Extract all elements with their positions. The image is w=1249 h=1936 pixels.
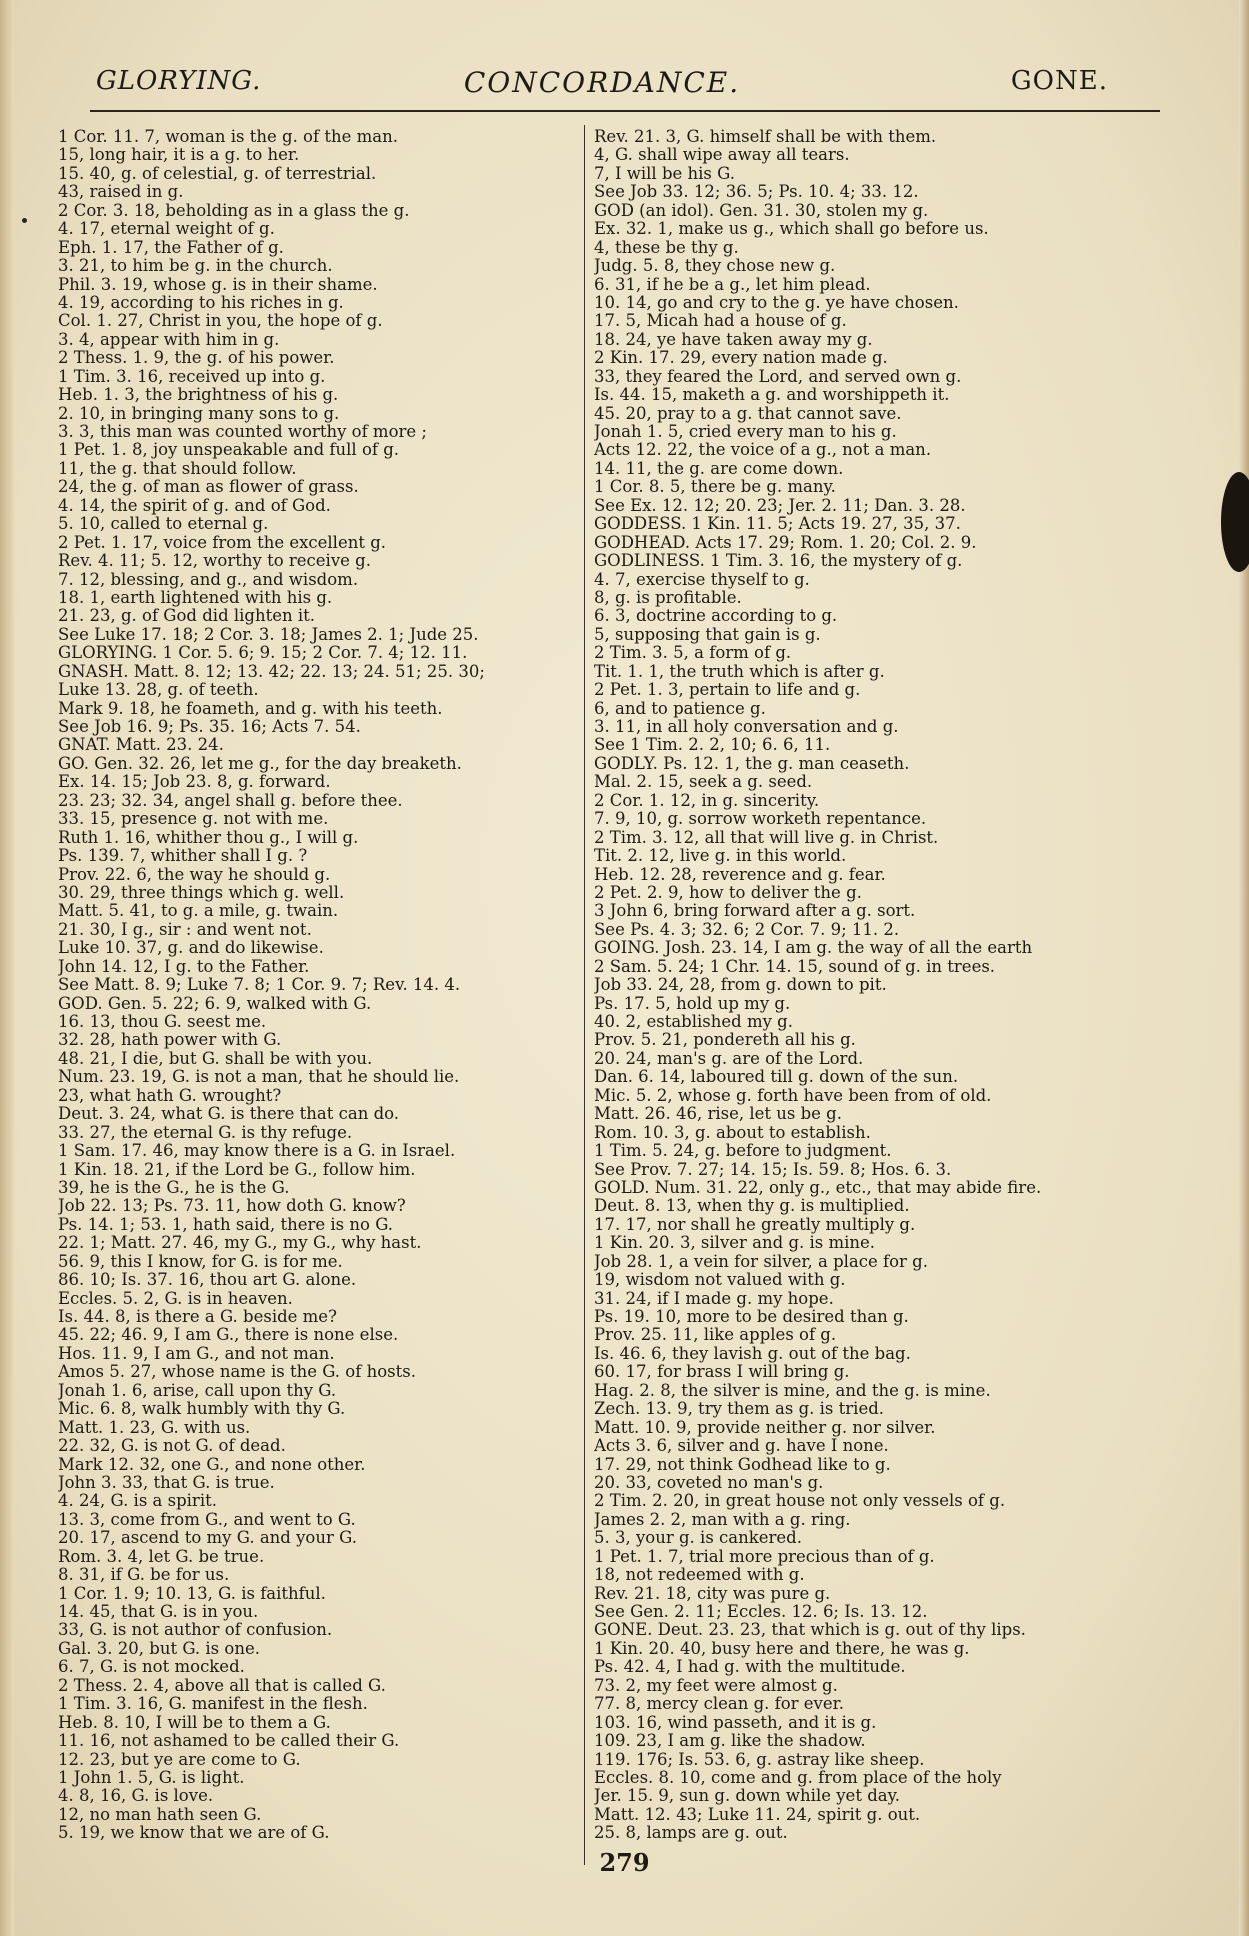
concordance-line: Heb. 12. 28, reverence and g. fear. [594, 864, 886, 884]
concordance-line: 2 Tim. 2. 20, in great house not only vessels of g. [594, 1491, 1006, 1511]
concordance-line: Ruth 1. 16, whither thou g., I will g. [58, 827, 359, 847]
concordance-line: 4. 17, eternal weight of g. [58, 219, 275, 239]
concordance-line: 40. 2, established my g. [594, 1012, 793, 1031]
concordance-line: Gal. 3. 20, but G. is one. [58, 1638, 260, 1658]
concordance-line: 1 Kin. 20. 40, busy here and there, he was g. [594, 1638, 970, 1658]
header-right-guideword: GONE. [1010, 66, 1108, 96]
concordance-line: 7. 9, 10, g. sorrow worketh repentance. [594, 809, 927, 829]
concordance-line: 33, they feared the Lord, and served own g. [594, 366, 962, 386]
right-column [594, 128, 1114, 1843]
concordance-line: See Job 16. 9; Ps. 35. 16; Acts 7. 54. [58, 717, 361, 736]
concordance-line: Judg. 5. 8, they chose new g. [594, 256, 836, 276]
concordance-line: Is. 44. 15, maketh a g. and worshippeth it. [594, 385, 950, 405]
column-divider [584, 125, 585, 1865]
concordance-line: See Prov. 7. 27; 14. 15; Is. 59. 8; Hos. 6. 3. [594, 1159, 952, 1179]
concordance-line: Rev. 21. 18, city was pure g. [594, 1583, 831, 1603]
concordance-line: Eph. 1. 17, the Father of g. [58, 237, 284, 257]
concordance-line: John 3. 33, that G. is true. [58, 1472, 275, 1492]
concordance-line: 14. 45, that G. is in you. [58, 1602, 259, 1621]
concordance-line: 1 Tim. 3. 16, received up into g. [58, 366, 326, 386]
concordance-line: 31. 24, if I made g. my hope. [594, 1288, 834, 1308]
concordance-line: 33. 15, presence g. not with me. [58, 809, 329, 829]
concordance-line: Prov. 25. 11, like apples of g. [594, 1325, 837, 1345]
concordance-line: Job 28. 1, a vein for silver, a place for g. [594, 1251, 928, 1271]
concordance-line: Is. 44. 8, is there a G. beside me? [58, 1307, 337, 1326]
concordance-line: 17. 17, nor shall he greatly multiply g. [594, 1214, 916, 1234]
concordance-line: 23, what hath G. wrought? [58, 1085, 282, 1105]
concordance-line: 12, no man hath seen G. [58, 1804, 262, 1824]
concordance-line: Hos. 11. 9, I am G., and not man. [58, 1343, 335, 1363]
concordance-line: 30. 29, three things which g. well. [58, 882, 345, 902]
concordance-line: GODLY. Ps. 12. 1, the g. man ceaseth. [594, 753, 910, 773]
ink-dot [22, 218, 27, 223]
concordance-line: Matt. 5. 41, to g. a mile, g. twain. [58, 901, 339, 921]
concordance-line: 1 Tim. 5. 24, g. before to judgment. [594, 1141, 892, 1161]
concordance-line: 109. 23, I am g. like the shadow. [594, 1731, 866, 1751]
concordance-line: 1 Tim. 3. 16, G. manifest in the flesh. [58, 1694, 368, 1714]
concordance-line: 3. 4, appear with him in g. [58, 329, 280, 349]
concordance-line: 3. 3, this man was counted worthy of more ; [58, 422, 427, 441]
concordance-line: Zech. 13. 9, try them as g. is tried. [594, 1399, 885, 1419]
concordance-line: Luke 13. 28, g. of teeth. [58, 680, 259, 700]
concordance-line: Tit. 1. 1, the truth which is after g. [594, 661, 885, 681]
concordance-line: Rev. 4. 11; 5. 12, worthy to receive g. [58, 551, 371, 571]
concordance-line: 1 Cor. 1. 9; 10. 13, G. is faithful. [58, 1583, 326, 1603]
concordance-line: 16. 13, thou G. seest me. [58, 1012, 267, 1031]
concordance-line: 86. 10; Is. 37. 16, thou art G. alone. [58, 1270, 357, 1290]
concordance-line: 15, long hair, it is a g. to her. [58, 145, 300, 165]
concordance-line: 17. 5, Micah had a house of g. [594, 311, 847, 331]
concordance-line: 2 Thess. 1. 9, the g. of his power. [58, 348, 335, 368]
concordance-line: 33, G. is not author of confusion. [58, 1620, 333, 1640]
concordance-line: 25. 8, lamps are g. out. [594, 1823, 788, 1843]
thumb-index-tab [1221, 472, 1249, 572]
concordance-line: GNASH. Matt. 8. 12; 13. 42; 22. 13; 24. 51; 25. 30; [58, 661, 485, 681]
concordance-line: GOLD. Num. 31. 22, only g., etc., that may abide fire. [594, 1177, 1042, 1197]
concordance-line: 11, the g. that should follow. [58, 458, 297, 478]
concordance-line: 2 Pet. 1. 17, voice from the excellent g. [58, 532, 387, 552]
concordance-line: Rom. 10. 3, g. about to establish. [594, 1122, 871, 1142]
concordance-line: 6. 31, if he be a g., let him plead. [594, 274, 871, 294]
concordance-line: 15. 40, g. of celestial, g. of terrestrial. [58, 163, 377, 183]
concordance-line: Ex. 32. 1, make us g., which shall go before us. [594, 219, 989, 239]
concordance-line: 2 Tim. 3. 5, a form of g. [594, 643, 792, 663]
concordance-line: 73. 2, my feet were almost g. [594, 1675, 838, 1695]
concordance-line: 77. 8, mercy clean g. for ever. [594, 1694, 844, 1714]
concordance-line: Tit. 2. 12, live g. in this world. [594, 846, 847, 866]
concordance-line: 6, and to patience g. [594, 698, 766, 718]
concordance-line: Matt. 26. 46, rise, let us be g. [594, 1104, 842, 1124]
concordance-line: Acts 3. 6, silver and g. have I none. [594, 1436, 889, 1456]
concordance-line: Num. 23. 19, G. is not a man, that he should lie. [58, 1067, 460, 1087]
running-header [96, 66, 1108, 106]
concordance-line: Mark 12. 32, one G., and none other. [58, 1454, 366, 1474]
concordance-line: 2 Thess. 2. 4, above all that is called G. [58, 1675, 386, 1695]
concordance-line: 4. 19, according to his riches in g. [58, 292, 344, 312]
concordance-line: Rev. 21. 3, G. himself shall be with them. [594, 128, 937, 146]
concordance-line: See Ps. 4. 3; 32. 6; 2 Cor. 7. 9; 11. 2. [594, 919, 900, 939]
concordance-line: GOING. Josh. 23. 14, I am g. the way of all the earth [594, 938, 1033, 958]
concordance-line: Deut. 3. 24, what G. is there that can do. [58, 1104, 400, 1124]
concordance-line: GONE. Deut. 23. 23, that which is g. out of thy lips. [594, 1620, 1026, 1640]
concordance-line: 3. 21, to him be g. in the church. [58, 256, 333, 276]
concordance-line: James 2. 2, man with a g. ring. [594, 1509, 851, 1529]
concordance-line: 11. 16, not ashamed to be called their G. [58, 1731, 400, 1751]
concordance-line: Rom. 3. 4, let G. be true. [58, 1546, 265, 1566]
concordance-line: Acts 12. 22, the voice of a g., not a man. [594, 440, 932, 460]
concordance-line: GODHEAD. Acts 17. 29; Rom. 1. 20; Col. 2. 9. [594, 532, 977, 552]
concordance-line: 1 Cor. 11. 7, woman is the g. of the man. [58, 128, 398, 146]
concordance-line: 2. 10, in bringing many sons to g. [58, 403, 340, 423]
concordance-line: Luke 10. 37, g. and do likewise. [58, 938, 324, 958]
concordance-line: See Gen. 2. 11; Eccles. 12. 6; Is. 13. 12. [594, 1602, 928, 1621]
concordance-line: 1 Kin. 20. 3, silver and g. is mine. [594, 1233, 876, 1253]
concordance-line: See Matt. 8. 9; Luke 7. 8; 1 Cor. 9. 7; Rev. 14. 4. [58, 975, 461, 995]
concordance-line: Jonah 1. 5, cried every man to his g. [594, 422, 897, 441]
concordance-line: 18. 24, ye have taken away my g. [594, 329, 873, 349]
concordance-line: 18. 1, earth lightened with his g. [58, 587, 333, 607]
concordance-line: 8. 31, if G. be for us. [58, 1565, 230, 1585]
concordance-line: 39, he is the G., he is the G. [58, 1177, 290, 1197]
header-rule [90, 110, 1160, 112]
concordance-line: Mic. 6. 8, walk humbly with thy G. [58, 1399, 346, 1419]
concordance-line: 2 Cor. 3. 18, beholding as in a glass the g. [58, 200, 410, 220]
concordance-line: Ex. 14. 15; Job 23. 8, g. forward. [58, 772, 331, 792]
concordance-line: 5. 10, called to eternal g. [58, 514, 269, 534]
concordance-line: Prov. 22. 6, the way he should g. [58, 864, 331, 884]
concordance-line: 4, G. shall wipe away all tears. [594, 145, 850, 165]
concordance-line: 1 Sam. 17. 46, may know there is a G. in Israel. [58, 1141, 456, 1161]
concordance-line: 13. 3, come from G., and went to G. [58, 1509, 356, 1529]
concordance-line: Heb. 1. 3, the brightness of his g. [58, 385, 339, 405]
concordance-line: 2 Cor. 1. 12, in g. sincerity. [594, 790, 820, 810]
concordance-line: Matt. 10. 9, provide neither g. nor silver. [594, 1417, 936, 1437]
concordance-line: GOD (an idol). Gen. 31. 30, stolen my g. [594, 200, 929, 220]
concordance-line: Eccles. 8. 10, come and g. from place of the holy [594, 1767, 1002, 1787]
concordance-line: 119. 176; Is. 53. 6, g. astray like sheep. [594, 1749, 925, 1769]
concordance-line: See 1 Tim. 2. 2, 10; 6. 6, 11. [594, 735, 831, 755]
concordance-line: Phil. 3. 19, whose g. is in their shame. [58, 274, 378, 294]
concordance-line: Mark 9. 18, he foameth, and g. with his teeth. [58, 698, 443, 718]
concordance-line: 60. 17, for brass I will bring g. [594, 1362, 850, 1382]
concordance-line: 1 Kin. 18. 21, if the Lord be G., follow him. [58, 1159, 416, 1179]
concordance-line: 14. 11, the g. are come down. [594, 458, 844, 478]
concordance-line: Dan. 6. 14, laboured till g. down of the sun. [594, 1067, 959, 1087]
concordance-line: 21. 23, g. of God did lighten it. [58, 606, 316, 626]
concordance-line: John 14. 12, I g. to the Father. [58, 956, 310, 976]
concordance-line: Col. 1. 27, Christ in you, the hope of g. [58, 311, 383, 331]
concordance-line: GODDESS. 1 Kin. 11. 5; Acts 19. 27, 35, 37. [594, 514, 961, 534]
concordance-line: 7. 12, blessing, and g., and wisdom. [58, 569, 359, 589]
concordance-line: 6. 3, doctrine according to g. [594, 606, 838, 626]
concordance-line: 1 Cor. 8. 5, there be g. many. [594, 477, 836, 497]
concordance-line: Job 33. 24, 28, from g. down to pit. [594, 975, 887, 995]
concordance-line: 23. 23; 32. 34, angel shall g. before thee. [58, 790, 403, 810]
header-left-guideword: GLORYING. [96, 66, 262, 96]
concordance-line: GODLINESS. 1 Tim. 3. 16, the mystery of g. [594, 551, 963, 571]
concordance-line: Hag. 2. 8, the silver is mine, and the g. is mine. [594, 1380, 991, 1400]
concordance-line: 6. 7, G. is not mocked. [58, 1657, 245, 1677]
concordance-line: Is. 46. 6, they lavish g. out of the bag. [594, 1343, 911, 1363]
concordance-line: 22. 32, G. is not G. of dead. [58, 1436, 286, 1456]
concordance-line: Jonah 1. 6, arise, call upon thy G. [58, 1380, 337, 1400]
concordance-line: 5. 3, your g. is cankered. [594, 1528, 802, 1548]
concordance-line: 103. 16, wind passeth, and it is g. [594, 1712, 877, 1732]
concordance-line: 4, these be thy g. [594, 237, 739, 257]
concordance-line: 10. 14, go and cry to the g. ye have chosen. [594, 292, 959, 312]
concordance-line: GO. Gen. 32. 26, let me g., for the day breaketh. [58, 753, 462, 773]
concordance-line: Ps. 42. 4, I had g. with the multitude. [594, 1657, 906, 1677]
concordance-line: 3 John 6, bring forward after a g. sort. [594, 901, 916, 921]
concordance-line: Ps. 19. 10, more to be desired than g. [594, 1307, 909, 1326]
concordance-line: Ps. 17. 5, hold up my g. [594, 993, 791, 1013]
concordance-line: 21. 30, I g., sir : and went not. [58, 919, 312, 939]
left-column [58, 128, 578, 1843]
concordance-line: 17. 29, not think Godhead like to g. [594, 1454, 891, 1474]
concordance-line: Jer. 15. 9, sun g. down while yet day. [594, 1786, 900, 1806]
concordance-line: Heb. 8. 10, I will be to them a G. [58, 1712, 331, 1732]
concordance-line: 43, raised in g. [58, 182, 184, 202]
concordance-line: 24, the g. of man as flower of grass. [58, 477, 359, 497]
concordance-line: 2 Sam. 5. 24; 1 Chr. 14. 15, sound of g. in trees. [594, 956, 996, 976]
concordance-line: 33. 27, the eternal G. is thy refuge. [58, 1122, 353, 1142]
page-edge-right [1239, 0, 1249, 1936]
concordance-line: 12. 23, but ye are come to G. [58, 1749, 301, 1769]
concordance-line: Prov. 5. 21, pondereth all his g. [594, 1030, 856, 1050]
concordance-line: 2 Pet. 1. 3, pertain to life and g. [594, 680, 861, 700]
concordance-line: 4. 8, 16, G. is love. [58, 1786, 214, 1806]
concordance-line: Eccles. 5. 2, G. is in heaven. [58, 1288, 293, 1308]
concordance-line: 19, wisdom not valued with g. [594, 1270, 846, 1290]
concordance-line: Deut. 8. 13, when thy g. is multiplied. [594, 1196, 910, 1216]
concordance-line: GLORYING. 1 Cor. 5. 6; 9. 15; 2 Cor. 7. 4; 12. 11. [58, 643, 468, 663]
concordance-line: 20. 33, coveted no man's g. [594, 1472, 824, 1492]
concordance-line: Ps. 14. 1; 53. 1, hath said, there is no G. [58, 1214, 394, 1234]
concordance-line: 20. 24, man's g. are of the Lord. [594, 1048, 864, 1068]
concordance-line: GOD. Gen. 5. 22; 6. 9, walked with G. [58, 993, 372, 1013]
concordance-line: 7, I will be his G. [594, 163, 735, 183]
concordance-line: 8, g. is profitable. [594, 587, 742, 607]
header-title: CONCORDANCE. [463, 66, 741, 99]
concordance-line: 2 Tim. 3. 12, all that will live g. in Christ. [594, 827, 939, 847]
concordance-line: 5. 19, we know that we are of G. [58, 1823, 330, 1843]
concordance-line: 1 Pet. 1. 8, joy unspeakable and full of g. [58, 440, 400, 460]
concordance-line: See Ex. 12. 12; 20. 23; Jer. 2. 11; Dan. 3. 28. [594, 495, 966, 515]
page-number: 279 [599, 1848, 650, 1877]
concordance-line: 56. 9, this I know, for G. is for me. [58, 1251, 343, 1271]
concordance-line: Mic. 5. 2, whose g. forth have been from of old. [594, 1085, 992, 1105]
concordance-line: 2 Pet. 2. 9, how to deliver the g. [594, 882, 862, 902]
concordance-line: 1 John 1. 5, G. is light. [58, 1767, 245, 1787]
concordance-line: See Luke 17. 18; 2 Cor. 3. 18; James 2. 1; Jude 25. [58, 624, 479, 644]
concordance-line: 45. 22; 46. 9, I am G., there is none else. [58, 1325, 399, 1345]
concordance-line: 45. 20, pray to a g. that cannot save. [594, 403, 902, 423]
concordance-line: 32. 28, hath power with G. [58, 1030, 282, 1050]
concordance-line: 4. 7, exercise thyself to g. [594, 569, 810, 589]
concordance-line: 48. 21, I die, but G. shall be with you. [58, 1048, 373, 1068]
concordance-line: Job 22. 13; Ps. 73. 11, how doth G. know? [58, 1196, 406, 1216]
concordance-line: Matt. 12. 43; Luke 11. 24, spirit g. out. [594, 1804, 921, 1824]
concordance-line: Matt. 1. 23, G. with us. [58, 1417, 251, 1437]
concordance-line: 5, supposing that gain is g. [594, 624, 821, 644]
concordance-line: See Job 33. 12; 36. 5; Ps. 10. 4; 33. 12. [594, 182, 919, 202]
concordance-line: 20. 17, ascend to my G. and your G. [58, 1528, 357, 1548]
page-edge-left [0, 0, 14, 1936]
concordance-line: GNAT. Matt. 23. 24. [58, 735, 224, 755]
concordance-line: Ps. 139. 7, whither shall I g. ? [58, 846, 308, 866]
concordance-line: 3. 11, in all holy conversation and g. [594, 717, 899, 736]
concordance-line: 18, not redeemed with g. [594, 1565, 805, 1585]
concordance-line: Mal. 2. 15, seek a g. seed. [594, 772, 813, 792]
concordance-line: 2 Kin. 17. 29, every nation made g. [594, 348, 888, 368]
concordance-line: 1 Pet. 1. 7, trial more precious than of g. [594, 1546, 935, 1566]
concordance-line: 4. 14, the spirit of g. and of God. [58, 495, 331, 515]
concordance-line: 4. 24, G. is a spirit. [58, 1491, 217, 1511]
concordance-line: Amos 5. 27, whose name is the G. of hosts. [58, 1362, 416, 1382]
concordance-line: 22. 1; Matt. 27. 46, my G., my G., why hast. [58, 1233, 422, 1253]
